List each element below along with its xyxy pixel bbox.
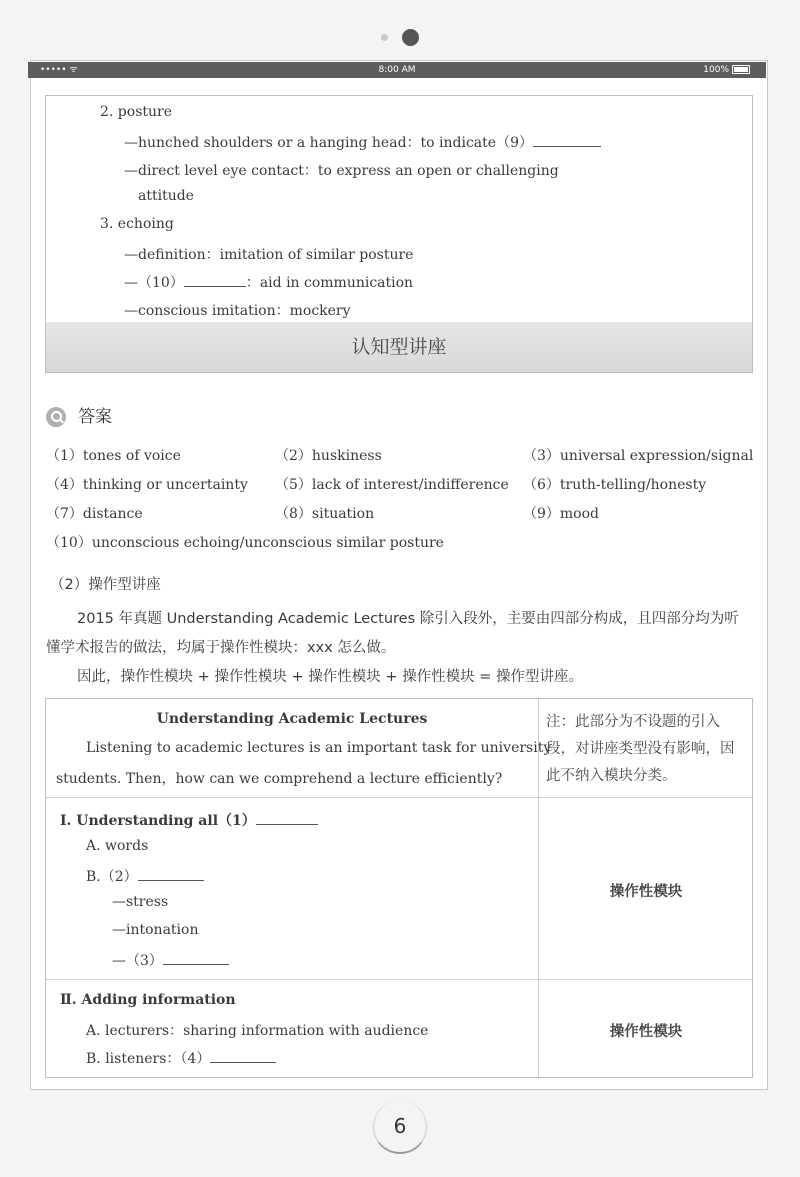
outline-line-text: ：aid in communication: [245, 275, 414, 291]
table-line: —intonation: [112, 922, 199, 938]
outline-box: [45, 95, 753, 373]
table-line-text: B.（2）: [86, 869, 138, 885]
paragraph-line: 2015 年真题 Understanding Academic Lectures 除引入段外，主要由四部分构成，且四部分均为听: [77, 611, 739, 627]
table-line: A. lecturers：sharing information with audience: [86, 1023, 429, 1039]
module-label: 操作性模块: [609, 884, 683, 900]
outline-line: —definition：imitation of similar posture: [124, 247, 414, 263]
outline-line: 3. echoing: [100, 216, 174, 232]
outline-line-text: —hunched shoulders or a hanging head：to indicate（9）: [124, 135, 533, 151]
signal-icon: ••••• ᯤ: [40, 65, 78, 75]
answer-item: （4）thinking or uncertainty: [46, 477, 248, 493]
module-label: 操作性模块: [609, 1024, 683, 1040]
table-divider: [46, 797, 752, 798]
answer-blank: [533, 145, 601, 147]
table-line-text: —（3）: [112, 953, 163, 969]
outline-line: —direct level eye contact：to express an open or challenging: [124, 163, 559, 179]
answer-blank: [163, 963, 229, 965]
answer-item: （5）lack of interest/indifference: [275, 477, 509, 493]
table-line: [86, 1048, 276, 1068]
table-section-heading-text: Ⅰ. Understanding all（1）: [60, 813, 256, 829]
answer-blank: [184, 285, 246, 287]
battery-percent: 100%: [703, 65, 729, 75]
table-line: [112, 950, 229, 970]
table-intro-line: Listening to academic lectures is an important task for university: [86, 740, 552, 756]
status-bar: [28, 62, 766, 78]
table-line-text: B. listeners：（4）: [86, 1051, 211, 1067]
paragraph-line: 懂学术报告的做法，均属于操作性模块：xxx 怎么做。: [46, 640, 396, 656]
section-band-title: 认知型讲座: [46, 322, 752, 372]
answer-item: （9）mood: [523, 506, 600, 522]
table-intro-line: students. Then，how can we comprehend a lecture efficiently?: [56, 771, 503, 787]
status-time: 8:00 AM: [378, 65, 416, 75]
page-number: 6: [373, 1100, 427, 1154]
table-section-heading: Ⅱ. Adding information: [60, 992, 236, 1008]
page-indicator[interactable]: [0, 27, 800, 46]
page-dot-inactive[interactable]: [381, 34, 388, 41]
paragraph-line: 因此，操作性模块 + 操作性模块 + 操作性模块 + 操作性模块 = 操作型讲座。: [77, 669, 583, 685]
battery-indicator: [703, 62, 750, 78]
answer-item: （6）truth-telling/honesty: [523, 477, 707, 493]
table-divider: [46, 979, 752, 980]
section-heading: （2）操作型讲座: [50, 577, 161, 593]
outline-line: —conscious imitation：mockery: [124, 303, 351, 319]
answer-blank: [256, 823, 318, 825]
battery-icon: [732, 65, 750, 74]
lecture-table: [45, 698, 753, 1078]
outline-line: [124, 132, 601, 152]
table-note: 注：此部分为不设题的引入段，对讲座类型没有影响，因此不纳入模块分类。: [546, 714, 735, 784]
answer-blank: [210, 1061, 276, 1063]
outline-line: [124, 272, 413, 292]
table-line: A. words: [86, 838, 149, 854]
table-line: [86, 866, 204, 886]
search-icon: [46, 407, 66, 427]
answers-heading-text: 答案: [78, 407, 112, 427]
outline-line-text: —（10）: [124, 275, 184, 291]
answer-item: （10）unconscious echoing/unconscious similar posture: [46, 535, 444, 551]
answer-item: （1）tones of voice: [46, 448, 181, 464]
answer-item: （2）huskiness: [275, 448, 382, 464]
answers-heading: [46, 402, 112, 427]
page-dot-active[interactable]: [402, 29, 419, 46]
answer-item: （8）situation: [275, 506, 375, 522]
table-line: —stress: [112, 894, 169, 910]
answer-blank: [138, 879, 204, 881]
outline-line: 2. posture: [100, 104, 173, 120]
answer-item: （3）universal expression/signal: [523, 448, 754, 464]
outline-line: attitude: [138, 188, 194, 204]
table-title: Understanding Academic Lectures: [156, 711, 428, 727]
table-section-heading: [60, 810, 318, 830]
answer-item: （7）distance: [46, 506, 143, 522]
